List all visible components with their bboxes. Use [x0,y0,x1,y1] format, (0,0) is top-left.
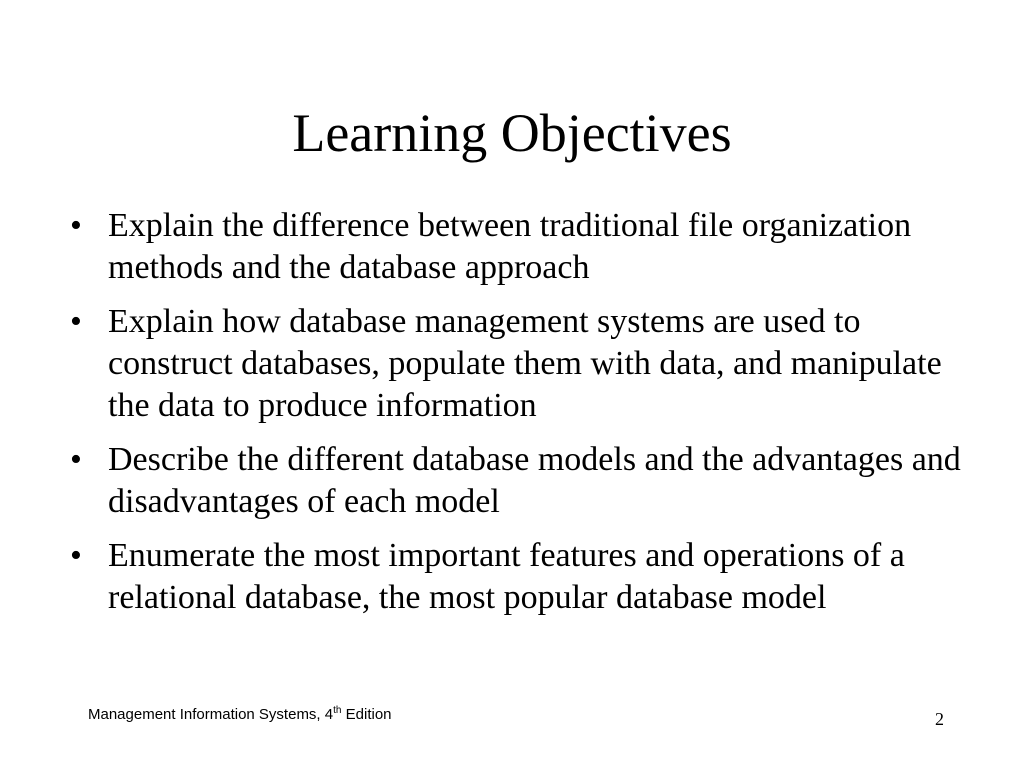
footer-edition-word: Edition [341,706,392,723]
list-item [70,535,980,619]
footer-title-text: Management Information Systems, 4 [88,706,334,723]
bullet-text: Enumerate the most important features and operations of a relational database, the most popular database model [108,537,905,616]
bullet-text: Describe the different database models and the advantages and disadvantages of each model [108,441,961,520]
footer-book-title [88,706,392,724]
bullet-icon: • [70,207,82,244]
page-number: 2 [935,709,944,729]
bullet-icon: • [70,441,82,478]
bullet-icon: • [70,303,82,340]
list-item [70,301,980,427]
bullet-text: Explain the difference between traditional file organization methods and the database approach [108,207,912,286]
bullet-icon: • [70,537,82,574]
list-item [70,439,980,523]
bullet-text: Explain how database management systems are used to construct databases, populate them with data, and manipulate the data to produce information [108,303,942,424]
footer-edition-superscript: th [333,705,342,716]
slide-title: Learning Objectives [292,103,732,163]
list-item [70,205,980,289]
objectives-list [70,205,980,619]
